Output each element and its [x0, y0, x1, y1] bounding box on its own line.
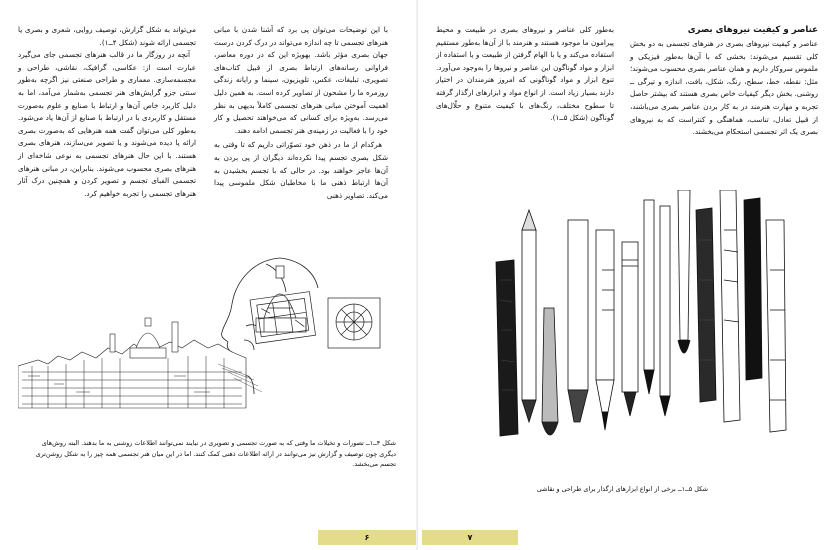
left-page-column-left	[18, 24, 196, 200]
figure-caption: شکل ۵ــ۱ــ برخی از انواع ابزارهای ارگذار برای طراحی و نقاشی	[536, 485, 708, 493]
figure-caption: شکل ۴ــ۱ــ تصورات و تخیلات ما وقتی که به صورت تجسمی و تصویری در نیایند نمی‌توانند اطلاعات روشنی به ما بدهند. البته روش‌های دیگری چون توصیف و گزارش نیز می‌توانند در ارائه اطلاعات ذهنی کمک کنند. اما در این میان هنر تجسمی همه چیز را به شکل روشن‌تری تجسم می‌بخشد.	[35, 439, 396, 469]
left-page-column-right	[214, 24, 388, 202]
page-footer-band	[318, 530, 416, 545]
paragraph: با این توضیحات می‌توان پی برد که آشنا شدن با مبانی هنرهای تجسمی تا چه اندازه می‌تواند در درک کردن درست جهان بصری مؤثر باشد. بهویژه این که در دوره معاصر، فراوانی رسانه‌های ارتباط بصری از قبیل کتاب‌های تصویری، تبلیغات، عکس، تلویزیون، سینما و رایانه زندگی روزمره ما را مشحون از تصاویر کرده است. به همین دلیل اهمیت آموختن مبانی هنرهای تجسمی کاملاً بدیهی به نظر می‌رسد. به‌ویژه برای کسانی که می‌خواهند تحصیل و کار خود را با فعالیت در زمینه‌ی هنر تجسمی ادامه دهند.	[214, 25, 388, 135]
page-footer-band	[422, 530, 518, 545]
city-imagination-illustration	[18, 248, 388, 438]
paragraph: هرکدام از ما در ذهن خود تصوّراتی داریم که تا وقتی به شکل بصری تجسم پیدا نکرده‌اند دیگران از پی بردن به آن‌ها عاجز خواهند بود. در حالی که با تجسم بخشیدن به آن‌ها ارتباط ذهنی ما با مخاطبان شکل ملموسی پیدا می‌کند. تصاویر ذهنی	[214, 140, 388, 200]
right-page-column-right	[630, 24, 818, 139]
right-page	[418, 0, 832, 550]
right-page-column-left	[436, 24, 614, 125]
page-number: ۷	[467, 533, 473, 542]
page-number: ۶	[364, 533, 370, 542]
paragraph: می‌تواند به شکل گزارش، توصیف روایی، شعری و بصری یا تجسمی ارائه شوند (شکل ۴ــ۱).	[18, 25, 196, 47]
section-heading: عناصر و کیفیت نیروهای بصری	[687, 25, 818, 35]
paragraph: به‌طور کلی عناصر و نیروهای بصری در طبیعت و محیط پیرامون ما موجود هستند و هنرمند با از آن‌ها به‌طور مستقیم استفاده می‌کند و یا با الهام گرفتن از طبیعت و یا استفاده از ابزار و مواد گوناگون این عناصر و نیروها را به‌وجود می‌آورد. تنوع ابزار و مواد گوناگونی که امروز هنرمندان در اختیار دارند بسیار زیاد است. از انواع مواد و ابزارهای ارگذار گرفته تا سطوح مختلف، رنگ‌های با کیفیت متنوع و حلّال‌های گوناگون (شکل ۵ــ۱).	[436, 25, 614, 123]
paragraph: آنچه در روزگار ما در قالب هنرهای تجسمی جای می‌گیرد عبارت است از: عکاسی، گرافیک، نقاشی، طراحی و مجسمه‌سازی. معماری و طراحی صنعتی نیز اگرچه به‌طور سنتی جزو گرایش‌های هنر تجسمی به‌شمار می‌آمد، اما به دلیل کاربرد خاص آن‌ها و ارتباط با صنایع و علوم به‌صورت مستقل و کاربردی با در ارتباط با صنایع از آن‌ها یاد می‌شود. به‌طور کلی می‌توان گفت همه هنرهایی که به‌صورت بصری ارائه یا دیده می‌شوند و یا تصویر می‌سازند، هنرهای بصری هستند. با این حال هنرهای تجسمی به نوعی شاخه‌ای از هنرهای بصری محسوب می‌شوند. بنابراین، در مبانی هنرهای تجسمی الفبای تجسم و تصویر کردن و همچنین درک آثار هنرهای تجسمی را تجربه خواهیم کرد.	[18, 50, 196, 198]
paragraph: عناصر و کیفیت نیروهای بصری در هنرهای تجسمی به دو بخش کلی تقسیم می‌شوند: بخشی که با آن‌ها به‌طور فیزیکی و ملموس سروکار داریم و همان عناصر بصری محسوب می‌شوند؛ مثل: نقطه، خط، سطح، رنگ، شکل، بافت، اندازه و تیرگی ــ روشنی. بخش دیگر کیفیات خاص بصری هستند که بیشتر حاصل تجربه و مهارت هنرمند در به کار بردن عناصر بصری می‌باشند، از قبیل تعادل، تناسب، هماهنگی و کنتراست که به نیروهای بصری یک اثر تجسمی استحکام می‌بخشند.	[630, 39, 818, 137]
drawing-tools-illustration	[484, 190, 794, 450]
